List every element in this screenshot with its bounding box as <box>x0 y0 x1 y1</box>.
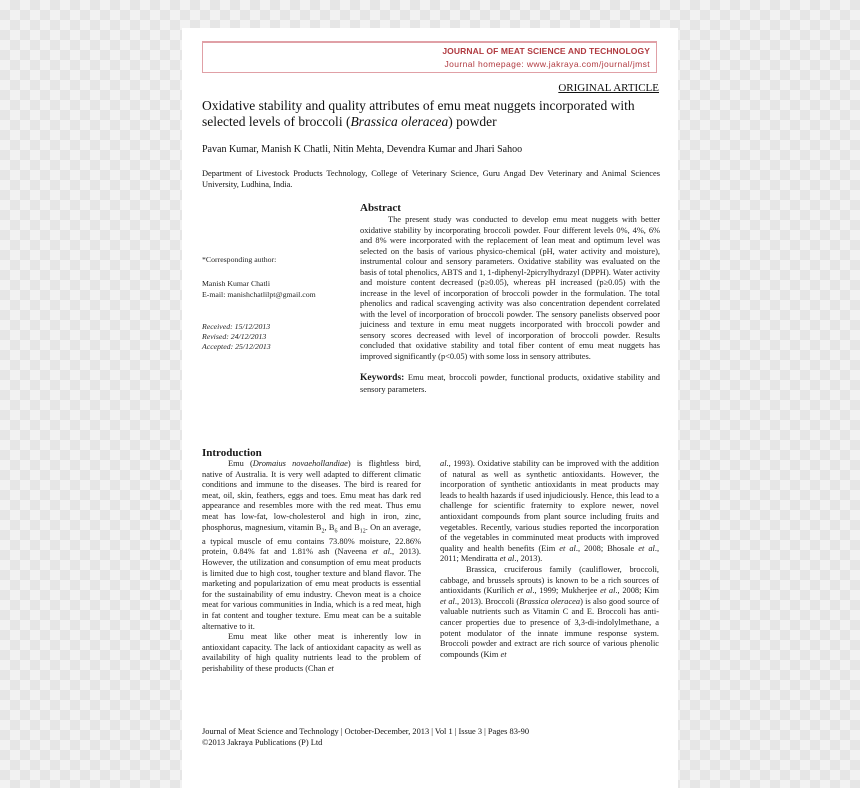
received-date: Received: 15/12/2013 <box>202 322 271 331</box>
intro-paragraph-3: Brassica, cruciferous family (cauliflower, broccoli, cabbage, and brussels sprouts) is known to be a rich sources of antioxidants (Kurilich et al., 1999; Mukherjee et al., 2008; Kim et al., 2013). Broccoli (Brassica oleracea) is also good source of valuable nutrients such as Vitamin C and E. Broccoli has anti-cancer properties due to presence of 3,3-di-indolylmethane, a potent modulator of the innate immune response system. Broccoli powder and extract are rich source of various phenolic compounds (Kim et <box>440 564 660 659</box>
keywords-label: Keywords: <box>360 373 405 383</box>
footer-copyright: ©2013 Jakraya Publications (P) Ltd <box>202 738 323 747</box>
revised-date: Revised: 24/12/2013 <box>202 332 267 341</box>
title-species: Brassica oleracea <box>350 114 449 129</box>
journal-name: JOURNAL OF MEAT SCIENCE AND TECHNOLOGY <box>442 46 650 56</box>
keywords <box>360 372 660 395</box>
introduction-heading: Introduction <box>202 447 262 459</box>
article-dates <box>202 322 271 352</box>
accepted-date: Accepted: 25/12/2013 <box>202 342 271 351</box>
affiliation: Department of Livestock Products Technology, College of Veterinary Science, Guru Angad Dev Veterinary and Animal Sciences University, Ludhina, India. <box>202 169 660 189</box>
body-column-right <box>440 459 659 660</box>
abstract-section <box>360 202 660 395</box>
body-column-left <box>202 459 421 675</box>
page-footer <box>202 726 662 748</box>
intro-paragraph-2: Emu meat like other meat is inherently low in antioxidant capacity. The lack of antioxidant capacity as well as availability of high quality nutrients lead to the problem of perishability of these products (Chan et <box>202 632 421 673</box>
abstract-text: The present study was conducted to develop emu meat nuggets with better oxidative stability by incorporating broccoli powder. Four different levels 0%, 4%, 6% and 8% were incorporated with the replacement of lean meat and optimum level was selected on the basis of various physico-chemical (pH, water activity and moisture), instrumental colour and sensory parameters. Oxidative stability was evaluated on the basis of total phenolics, ABTS and 1, 1-diphenyl-2picrylhydrazyl (DPPH). Water activity and moisture content decreased (p≥0.05), whereas pH increased (p≥0.05) with the increase in the level of incorporation of broccoli powder in the formulation. The total phenolics and radical scavenging activity was also concentration dependent correlated with the level of incorporation of broccoli powder. The sensory panelists observed poor juiciness and texture in emu meat nuggets incorporated with broccoli powder and sensory scores decreased with level of incorporation of broccoli powder. Results concluded that oxidative stability and total fiber content of emu meat nuggets has improved significantly (p<0.05) with some loss in sensory attributes. <box>360 215 660 361</box>
title-text-end: ) powder <box>448 114 497 129</box>
journal-header-box <box>202 41 657 73</box>
article-title <box>202 98 662 130</box>
abstract-heading: Abstract <box>360 202 401 214</box>
article-type: ORIGINAL ARTICLE <box>558 82 659 94</box>
title-text: Oxidative stability and quality attributes of emu meat nuggets incorporated with selected levels of broccoli ( <box>202 98 635 129</box>
corresponding-author-email[interactable]: E-mail: manishchatlilpt@gmail.com <box>202 290 316 299</box>
corresponding-author-name: Manish Kumar Chatli <box>202 279 270 288</box>
author-list: Pavan Kumar, Manish K Chatli, Nitin Mehta, Devendra Kumar and Jhari Sahoo <box>202 144 523 155</box>
journal-homepage-link[interactable]: Journal homepage: www.jakraya.com/journal/jmst <box>444 59 650 69</box>
intro-paragraph-2-continued: al., 1993). Oxidative stability can be improved with the addition of natural as well as synthetic antioxidants. However, the incorporation of synthetic antioxidants in meat products may leads to health hazards if used injudiciously. Hence, this lead to a challenge for scientific fraternity to explore newer, novel antioxidant compounds from plant source including fruits and vegetables. Recently, various studies reported the incorporation of the vegetables in comminuted meat products with improved quality and health benefits (Eim et al., 2008; Bhosale et al., 2011; Mendiratta et al., 2013). <box>440 459 660 564</box>
intro-paragraph-1: Emu (Dromaius novaehollandiae) is flightless bird, native of Australia. It is very well adapted to different climatic conditions and immune to the diseases. The bird is reared for meat, oil, skin, feathers, eggs and toes. Emu meat has dark red appearance and resembles more with the red meat. Thus emu meat has low-fat, low-cholesterol and high in iron, zinc, phosphorus, magnesium, vitamin $B_2$, $B_6$ and $B_{12}$. On an average, a typical muscle of emu contains 73.80% moisture, 22.86% protein, 0.84% fat and 1.81% ash (Naveena et al., 2013). However, the utilization and consumption of emu meat products is limited due to high cost, tougher texture and bland flavor. The marketing and popularization of emu meat products is essential for the sustainability of emu industry. Chevon meat is a choice meat for various communities in India, which is a red meat, high in fat content and tougher texture. Emu meat can be a suitable alternative to it. <box>202 459 421 631</box>
corresponding-author-label: *Corresponding author: <box>202 255 277 264</box>
keywords-text: Emu meat, broccoli powder, functional products, oxidative stability and sensory parameters. <box>360 373 660 394</box>
footer-citation: Journal of Meat Science and Technology | October-December, 2013 | Vol 1 | Issue 3 | Pages 83-90 <box>202 727 530 736</box>
